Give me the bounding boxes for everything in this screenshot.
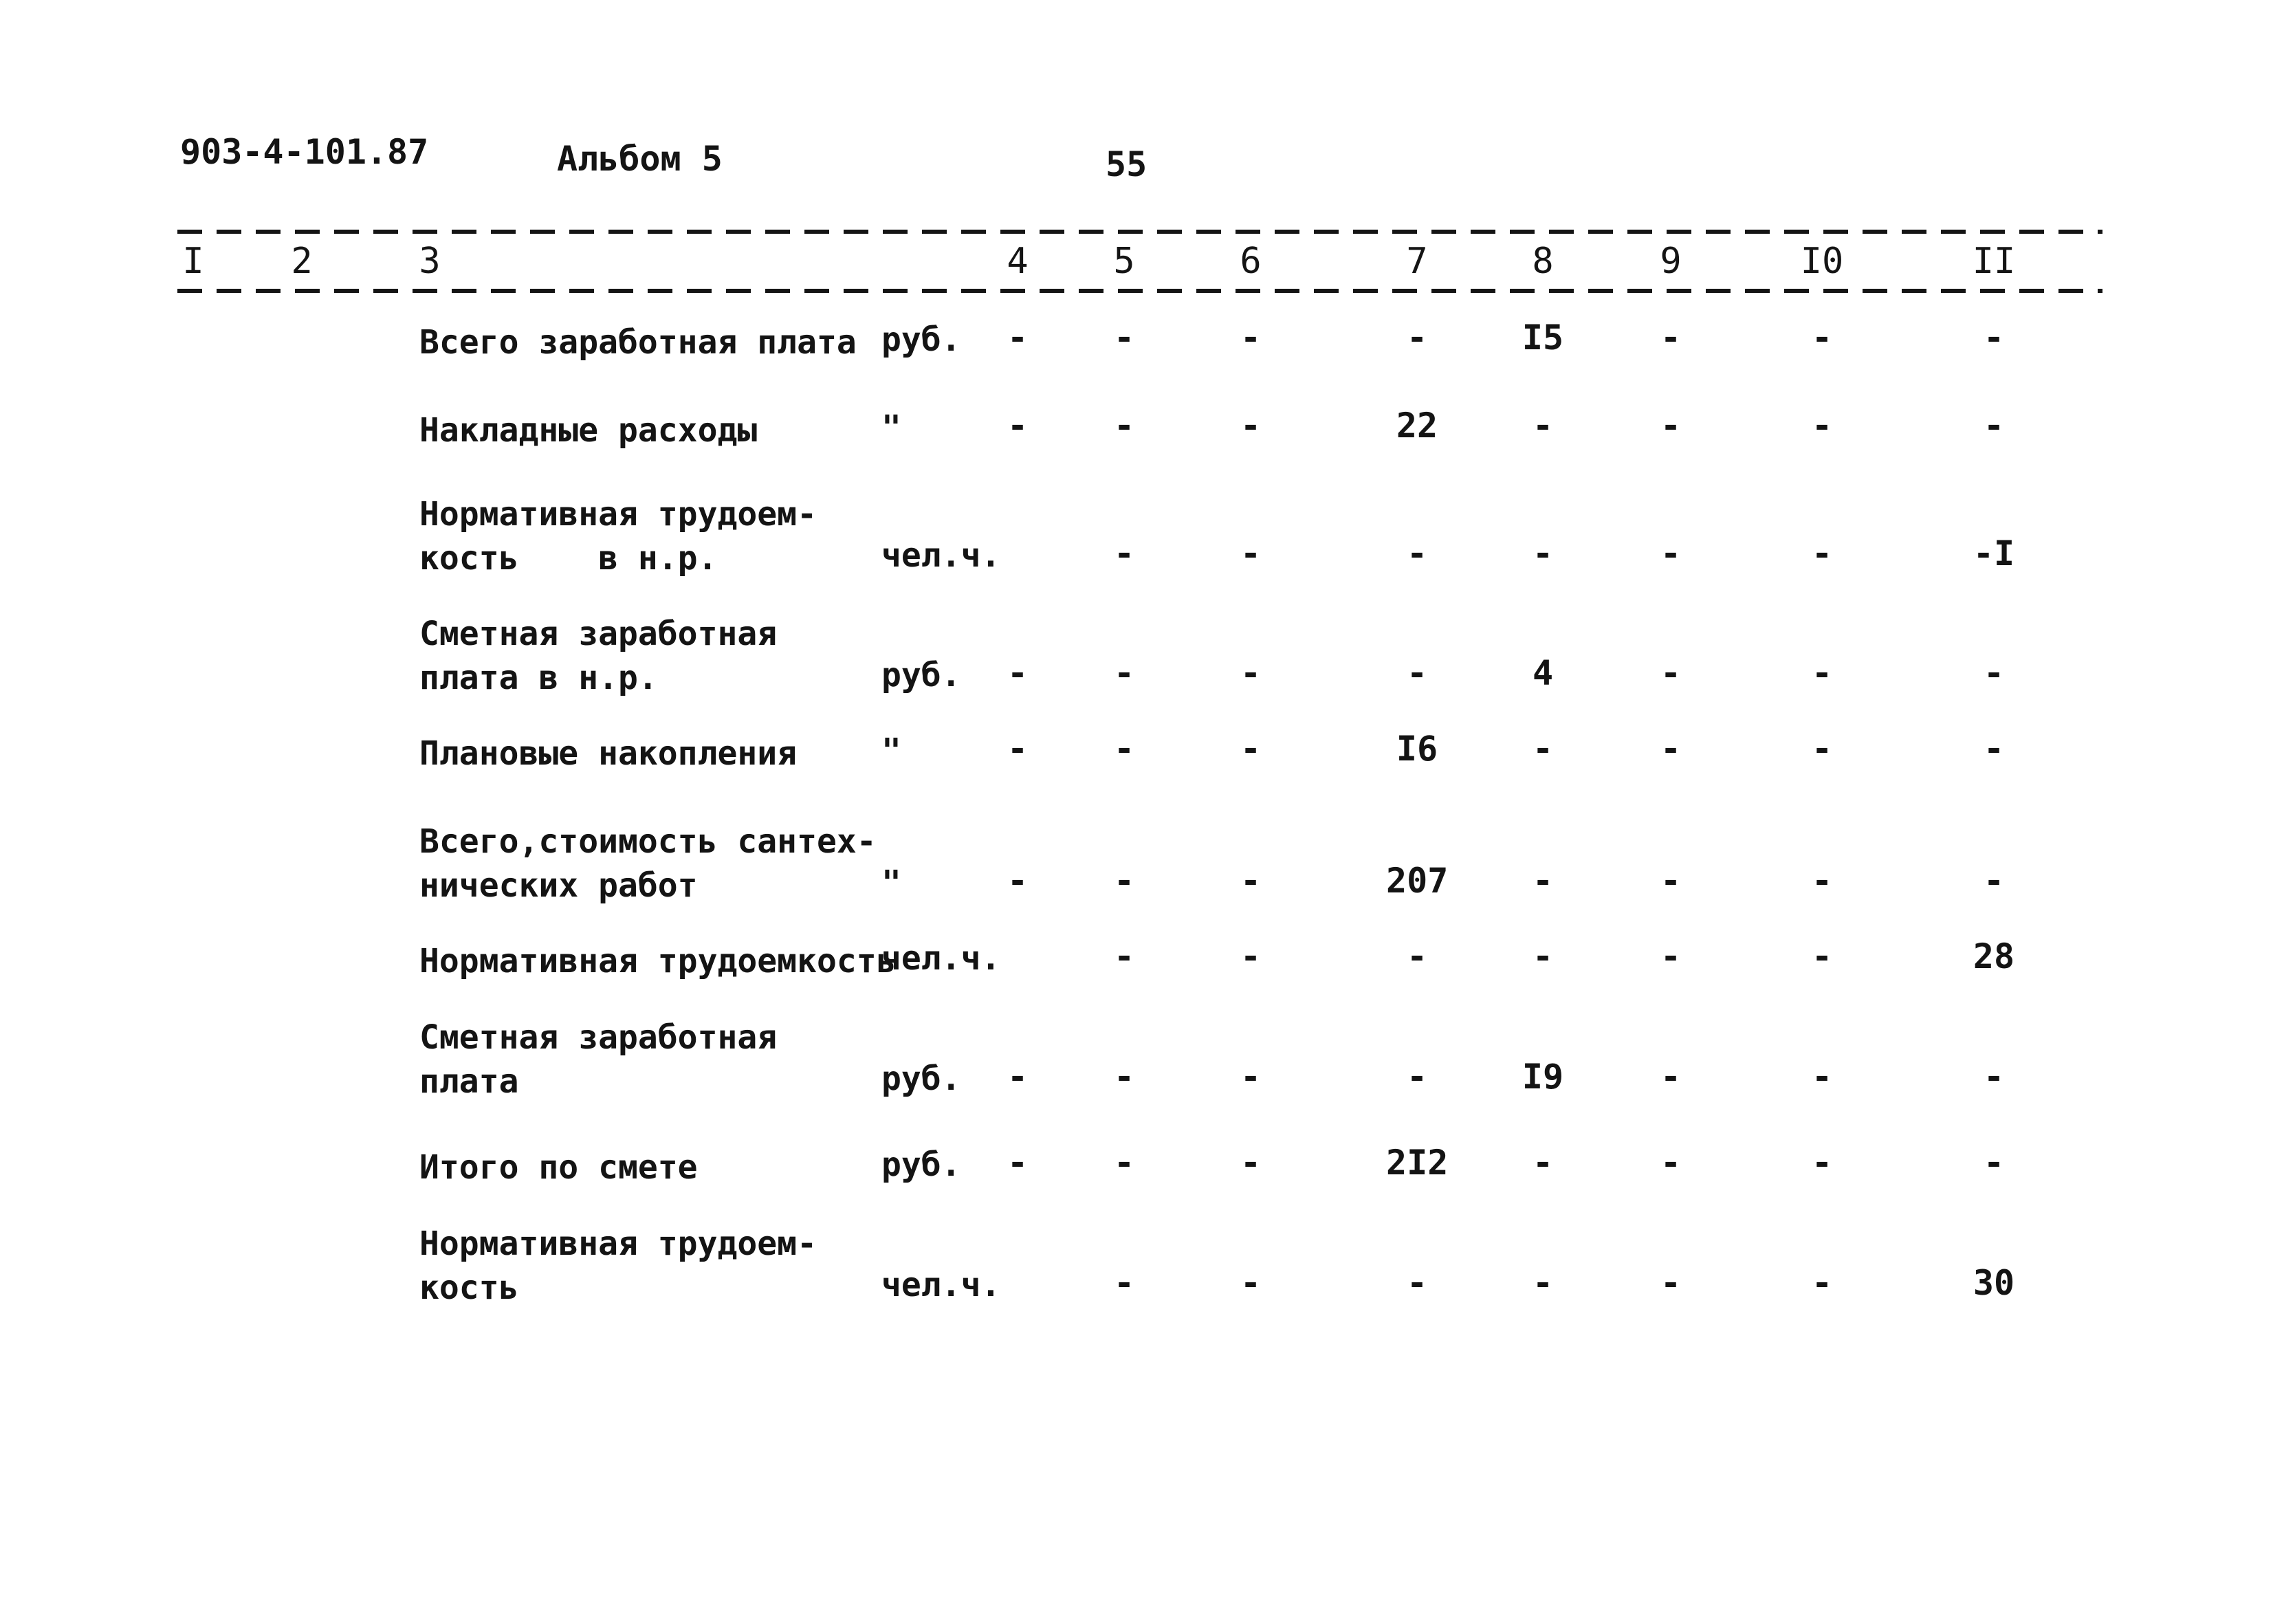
document-code: 903-4-101.87 (180, 132, 429, 172)
row-value: - (1406, 653, 1428, 693)
row-value: - (1983, 318, 2005, 358)
row-value: - (1240, 534, 1262, 573)
row-value: - (1811, 1057, 1833, 1097)
row-value: - (1240, 1057, 1262, 1097)
row-value: 207 (1386, 861, 1449, 901)
column-number: 4 (1007, 241, 1029, 282)
column-number: I0 (1800, 241, 1844, 282)
row-value: - (1811, 729, 1833, 769)
row-value: - (1240, 1143, 1262, 1183)
row-value: - (1532, 1263, 1554, 1303)
row-value: 30 (1973, 1263, 2015, 1303)
row-unit: чел.ч. (881, 536, 1001, 575)
row-value: - (1113, 1263, 1135, 1303)
row-value: - (1240, 653, 1262, 693)
row-value: - (1983, 653, 2005, 693)
row-label: Сметная заработная плата в н.р. (419, 615, 778, 697)
row-value: - (1113, 653, 1135, 693)
row-value: - (1007, 318, 1029, 358)
row-value: - (1113, 729, 1135, 769)
row-value: - (1240, 1263, 1262, 1303)
row-value: - (1811, 406, 1833, 446)
row-value: - (1660, 318, 1682, 358)
row-value: - (1811, 1143, 1833, 1183)
row-value: - (1660, 653, 1682, 693)
row-value: - (1983, 861, 2005, 901)
row-label: Накладные расходы (419, 411, 758, 450)
row-value: - (1007, 653, 1029, 693)
row-value: - (1660, 1057, 1682, 1097)
row-unit: руб. (881, 1060, 961, 1098)
row-value: - (1240, 406, 1262, 446)
row-value: I5 (1522, 318, 1564, 358)
row-label: Итого по смете (419, 1148, 698, 1187)
row-unit: " (881, 408, 901, 447)
album-label: Альбом 5 (557, 139, 723, 179)
row-value: - (1660, 1263, 1682, 1303)
row-value: 22 (1396, 406, 1438, 446)
row-value: - (1660, 534, 1682, 573)
row-value: - (1240, 861, 1262, 901)
row-label: Нормативная трудоемкость (419, 942, 897, 980)
row-value: I6 (1396, 729, 1438, 769)
row-value: - (1660, 861, 1682, 901)
table-top-rule (177, 230, 2102, 234)
row-value: 4 (1532, 653, 1554, 693)
row-unit: чел.ч. (881, 939, 1001, 978)
row-value: - (1113, 936, 1135, 976)
row-value: -I (1973, 534, 2015, 573)
row-value: - (1113, 318, 1135, 358)
row-value: - (1811, 653, 1833, 693)
row-value: - (1406, 1263, 1428, 1303)
column-number: I (182, 241, 204, 282)
row-value: - (1983, 406, 2005, 446)
column-number: 8 (1532, 241, 1554, 282)
column-number: 5 (1113, 241, 1135, 282)
row-value: - (1113, 406, 1135, 446)
row-value: - (1240, 729, 1262, 769)
page-number: 55 (1106, 144, 1148, 184)
column-number: 9 (1660, 241, 1682, 282)
row-value: - (1113, 1057, 1135, 1097)
row-label: Плановые накопления (419, 734, 798, 773)
row-value: - (1240, 318, 1262, 358)
row-value: - (1113, 1143, 1135, 1183)
row-value: - (1007, 1057, 1029, 1097)
row-value: - (1811, 936, 1833, 976)
row-unit: руб. (881, 320, 961, 359)
row-value: - (1811, 534, 1833, 573)
row-value: - (1532, 729, 1554, 769)
column-number: 2 (291, 241, 313, 282)
row-value: - (1406, 936, 1428, 976)
row-value: - (1660, 1143, 1682, 1183)
row-value: - (1240, 936, 1262, 976)
row-value: - (1983, 1057, 2005, 1097)
row-label: Всего заработная плата (419, 323, 857, 362)
row-value: - (1532, 406, 1554, 446)
row-value: - (1113, 861, 1135, 901)
row-value: - (1007, 406, 1029, 446)
row-value: - (1532, 1143, 1554, 1183)
row-value: - (1660, 936, 1682, 976)
row-value: 28 (1973, 936, 2015, 976)
row-value: - (1660, 406, 1682, 446)
row-value: - (1406, 318, 1428, 358)
row-value: - (1007, 729, 1029, 769)
table-header-rule (177, 289, 2102, 293)
row-value: - (1983, 729, 2005, 769)
row-label: Всего,стоимость сантех- нических работ (419, 822, 877, 905)
column-number: 7 (1406, 241, 1428, 282)
row-label: Сметная заработная плата (419, 1018, 778, 1101)
row-unit: " (881, 864, 901, 902)
row-value: 2I2 (1386, 1143, 1449, 1183)
row-value: - (1532, 534, 1554, 573)
column-number: II (1972, 241, 2016, 282)
row-label: Нормативная трудоем- кость (419, 1225, 817, 1307)
column-number: 6 (1240, 241, 1262, 282)
row-value: - (1406, 534, 1428, 573)
row-unit: руб. (881, 1145, 961, 1184)
row-value: - (1406, 1057, 1428, 1097)
row-value: I9 (1522, 1057, 1564, 1097)
row-value: - (1983, 1143, 2005, 1183)
row-unit: чел.ч. (881, 1266, 1001, 1304)
row-value: - (1811, 1263, 1833, 1303)
row-value: - (1811, 861, 1833, 901)
row-unit: " (881, 732, 901, 770)
row-value: - (1113, 534, 1135, 573)
row-value: - (1007, 861, 1029, 901)
row-value: - (1660, 729, 1682, 769)
row-unit: руб. (881, 656, 961, 694)
row-value: - (1532, 936, 1554, 976)
row-value: - (1811, 318, 1833, 358)
row-label: Нормативная трудоем- кость в н.р. (419, 495, 817, 578)
row-value: - (1532, 861, 1554, 901)
column-number: 3 (419, 241, 441, 282)
row-value: - (1007, 1143, 1029, 1183)
